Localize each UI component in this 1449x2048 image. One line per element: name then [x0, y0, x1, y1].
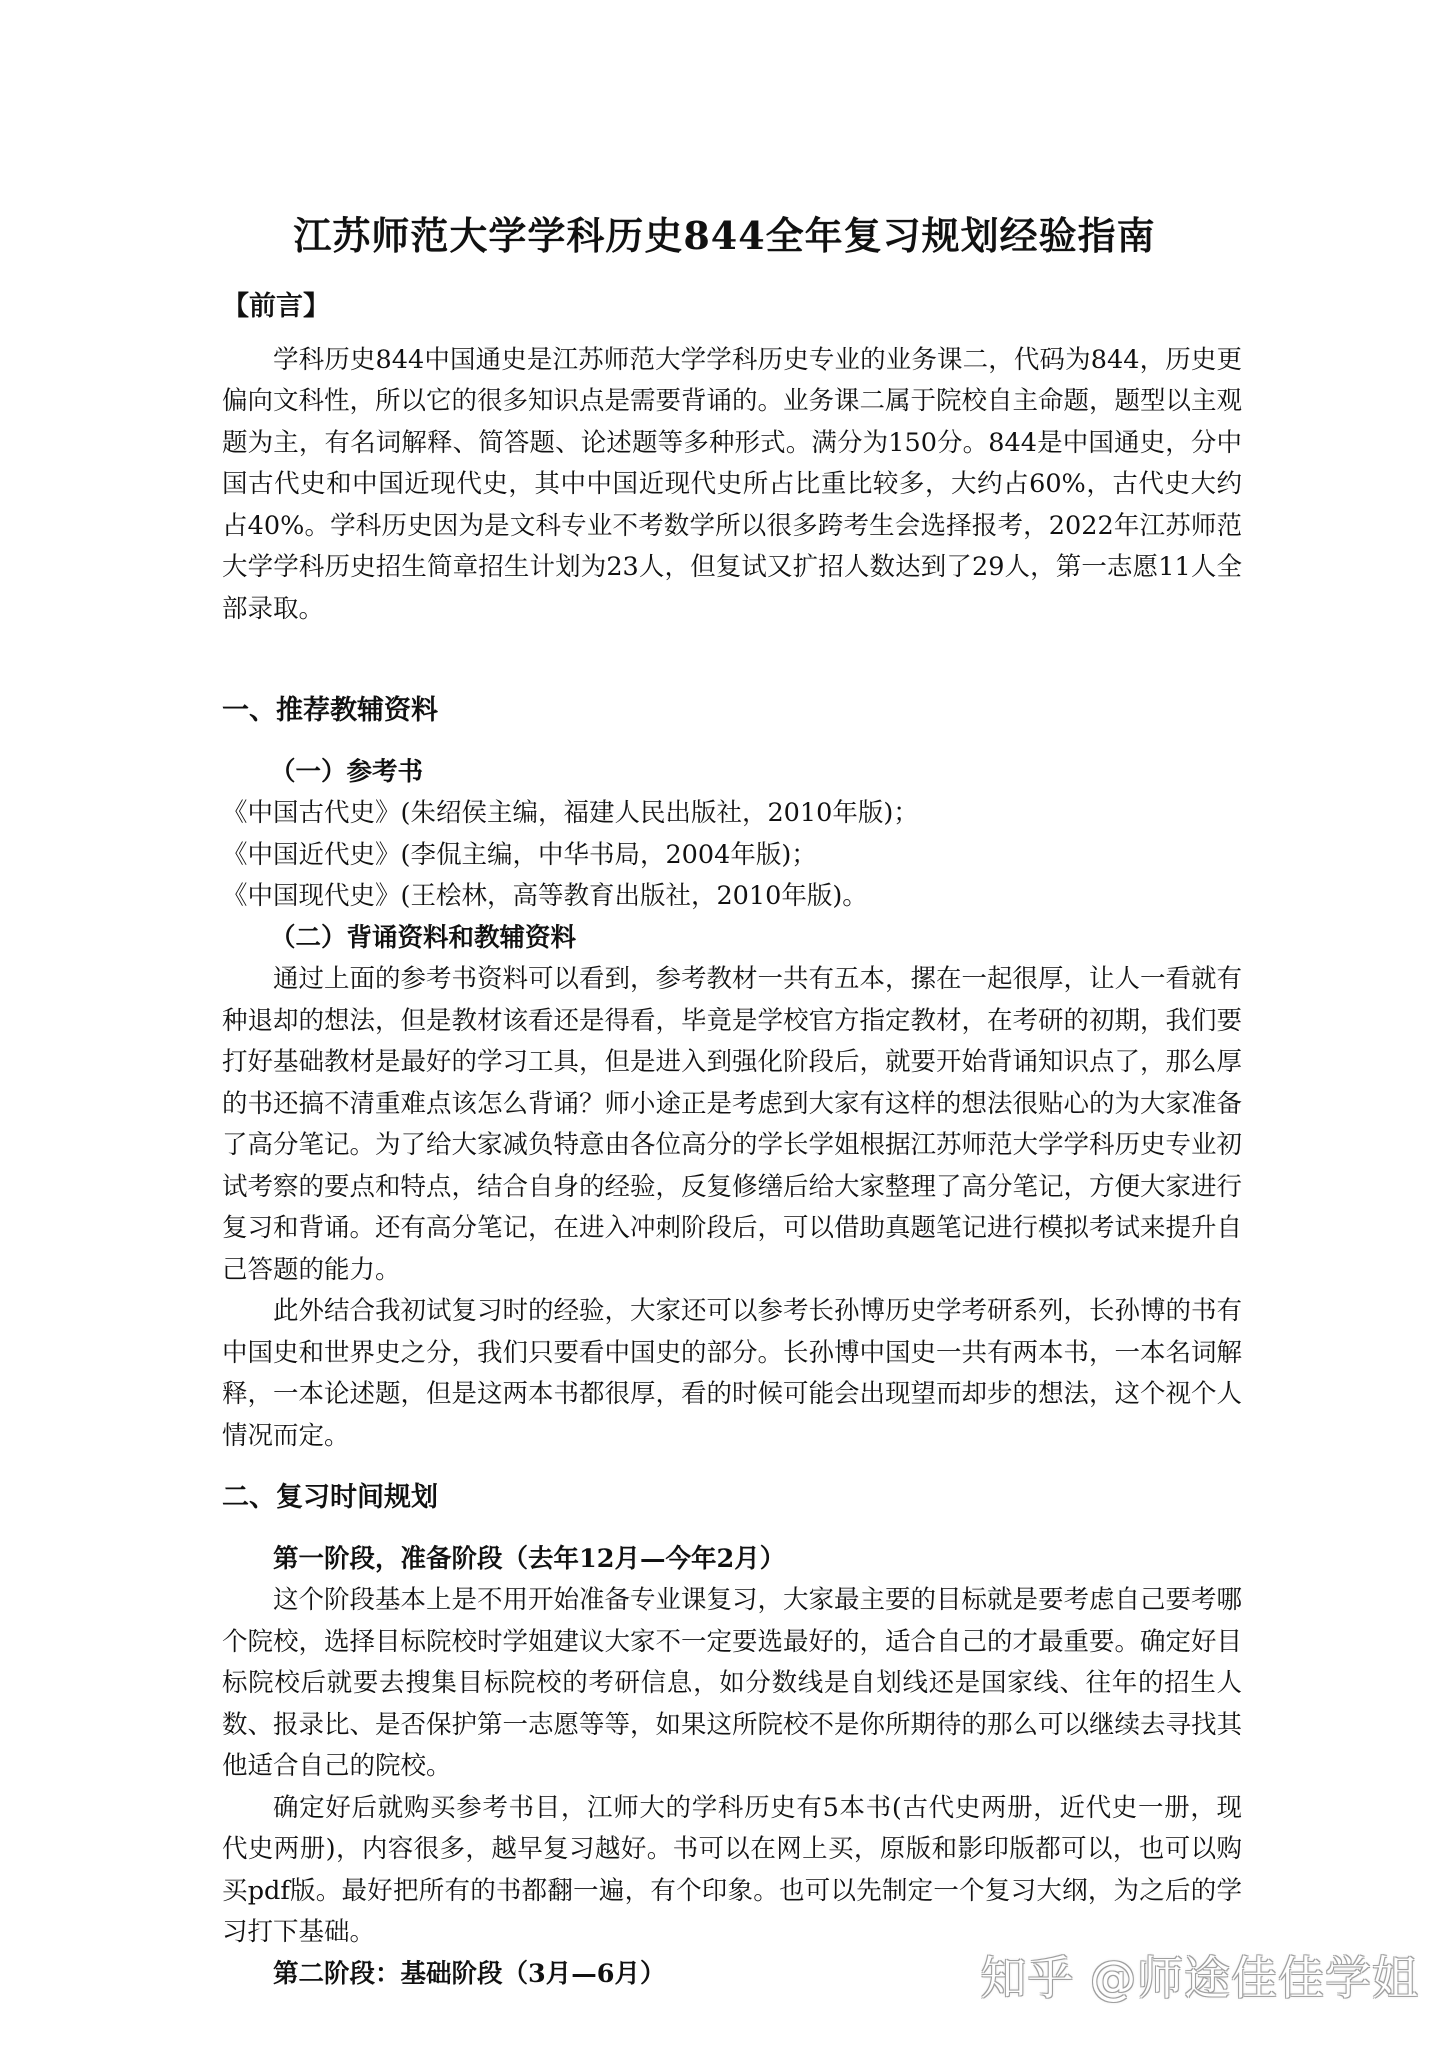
- section-2-heading: 二、复习时间规划: [222, 1482, 438, 1513]
- section-1-sub-1-heading: （一）参考书: [270, 756, 424, 787]
- stage-2-heading: 第二阶段：基础阶段（3月—6月）: [273, 1958, 666, 1989]
- preface-heading: 【前言】: [222, 291, 330, 322]
- section-1-sub-2-paragraph-1: 通过上面的参考书资料可以看到，参考教材一共有五本，摞在一起很厚，让人一看就有种退却的想法，但是教材该看还是得看，毕竟是学校官方指定教材，在考研的初期，我们要打好基础教材是最好的学习工具，但是进入到强化阶段后，就要开始背诵知识点了，那么厚的书还搞不清重难点该怎么背诵？师小途正是考虑到大家有这样的想法很贴心的为大家准备了高分笔记。为了给大家减负特意由各位高分的学长学姐根据江苏师范大学学科历史专业初试考察的要点和特点，结合自身的经验，反复修缮后给大家整理了高分笔记，方便大家进行复习和背诵。还有高分笔记，在进入冲刺阶段后，可以借助真题笔记进行模拟考试来提升自己答题的能力。: [222, 964, 1243, 1285]
- document-body: [222, 286, 1242, 1995]
- reference-book-2: 《中国近代史》(李侃主编，中华书局，2004年版)；: [222, 839, 817, 870]
- reference-book-3: 《中国现代史》(王桧林，高等教育出版社，2010年版)。: [222, 881, 868, 911]
- section-1-sub-2-heading: （二）背诵资料和教辅资料: [270, 922, 577, 953]
- reference-book-1: 《中国古代史》(朱绍侯主编，福建人民出版社，2010年版)；: [222, 798, 919, 828]
- zhihu-watermark: 知乎 @师途佳佳学姐: [980, 1951, 1419, 2005]
- preface-paragraph: 学科历史844中国通史是江苏师范大学学科历史专业的业务课二，代码为844，历史更偏向文科性，所以它的很多知识点是需要背诵的。业务课二属于院校自主命题，题型以主观题为主，有名词解释、简答题、论述题等多种形式。满分为150分。844是中国通史，分中国古代史和中国近现代史，其中中国近现代史所占比重比较多，大约占60%，古代史大约占40%。学科历史因为是文科专业不考数学所以很多跨考生会选择报考，2022年江苏师范大学学科历史招生简章招生计划为23人，但复试又扩招人数达到了29人，第一志愿11人全部录取。: [222, 344, 1243, 624]
- stage-1-paragraph-1: 这个阶段基本上是不用开始准备专业课复习，大家最主要的目标就是要考虑自己要考哪个院校，选择目标院校时学姐建议大家不一定要选最好的，适合自己的才最重要。确定好目标院校后就要去搜集目标院校的考研信息，如分数线是自划线还是国家线、往年的招生人数、报录比、是否保护第一志愿等等，如果这所院校不是你所期待的那么可以继续去寻找其他适合自己的院校。: [222, 1585, 1243, 1781]
- stage-1-paragraph-2: 确定好后就购买参考书目，江师大的学科历史有5本书(古代史两册，近代史一册，现代史两册)，内容很多，越早复习越好。书可以在网上买，原版和影印版都可以，也可以购买pdf版。最好把所有的书都翻一遍，有个印象。也可以先制定一个复习大纲，为之后的学习打下基础。: [222, 1792, 1242, 1947]
- stage-1-heading: 第一阶段，准备阶段（去年12月—今年2月）: [273, 1543, 786, 1574]
- document-title: 江苏师范大学学科历史844全年复习规划经验指南: [293, 213, 1156, 258]
- section-1-sub-2-paragraph-2: 此外结合我初试复习时的经验，大家还可以参考长孙博历史学考研系列，长孙博的书有中国史和世界史之分，我们只要看中国史的部分。长孙博中国史一共有两本书，一本名词解释，一本论述题，但是这两本书都很厚，看的时候可能会出现望而却步的想法，这个视个人情况而定。: [222, 1296, 1243, 1451]
- section-1-heading: 一、推荐教辅资料: [222, 695, 438, 726]
